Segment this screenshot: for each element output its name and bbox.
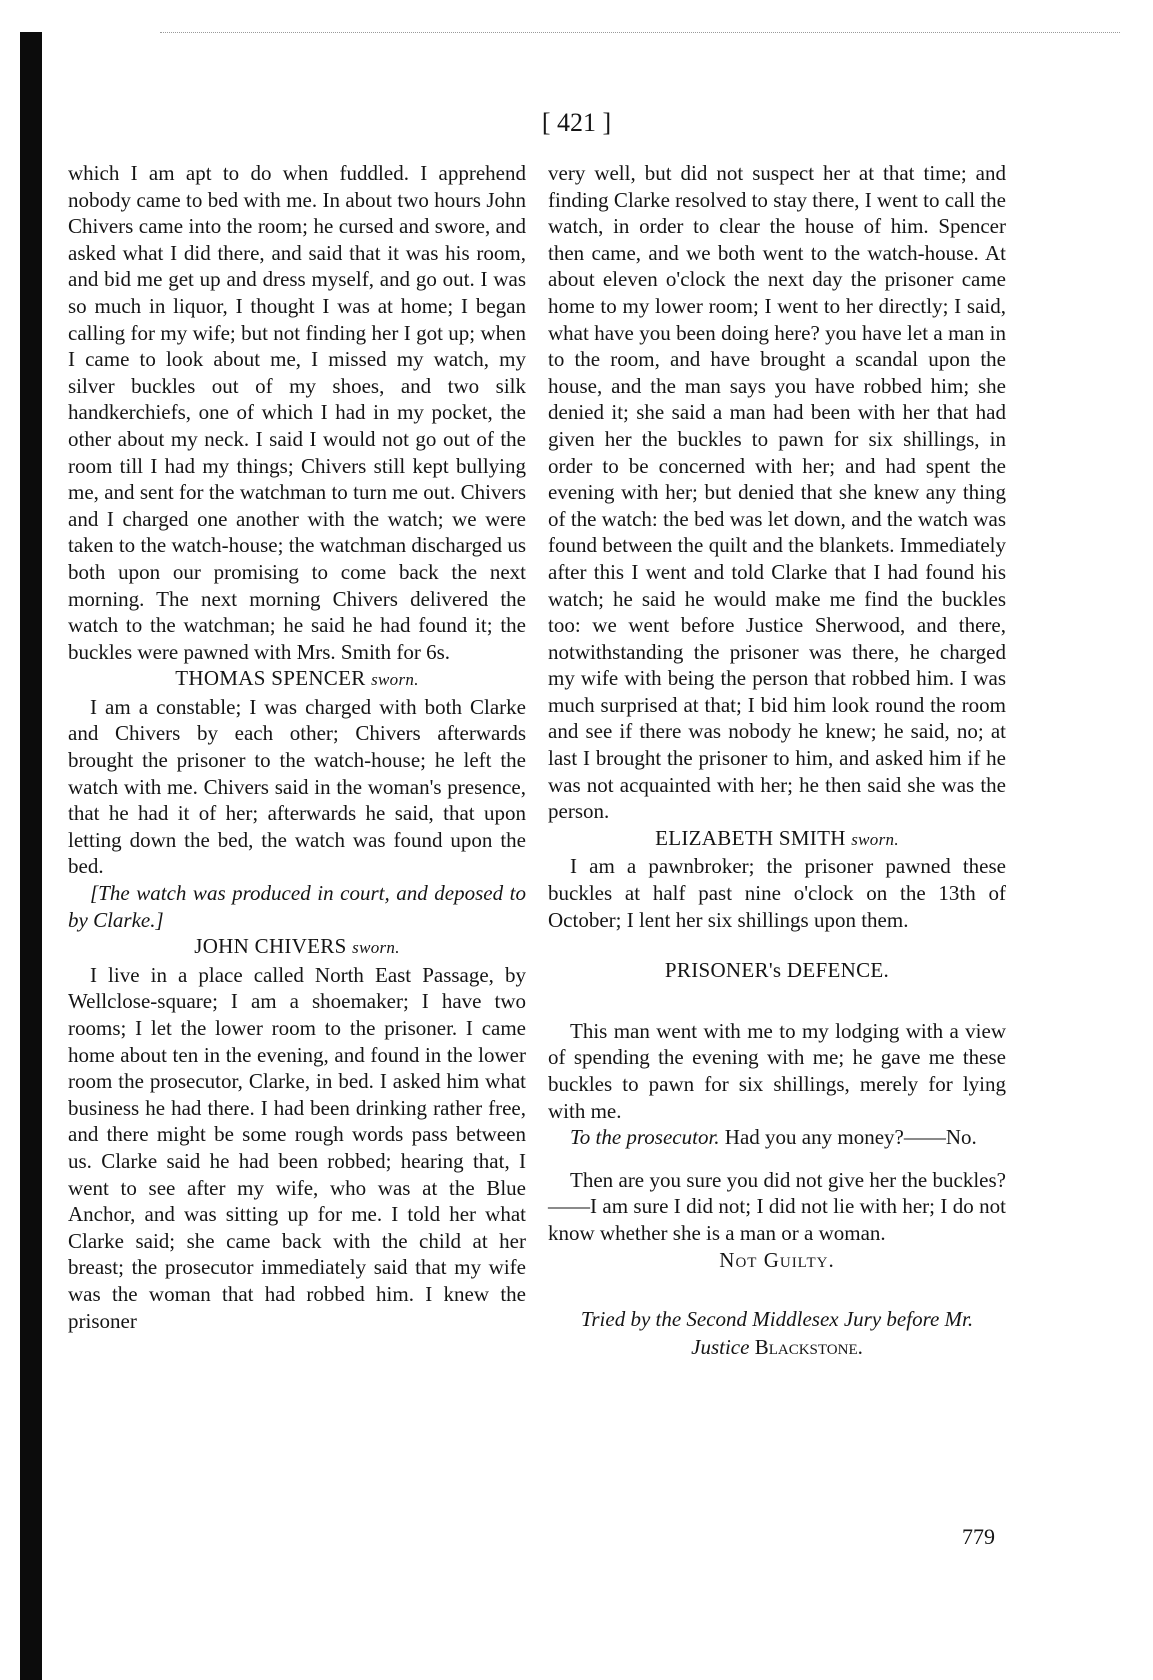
clarke-testimony-continued: which I am apt to do when fuddled. I apprehend nobody came to bed with me. In about two hours John Chivers came into the room; he cursed and swore, and asked what I did there, and said that it was his room, and bid me get up and dress myself, and go out. I was so much in liquor, I thought I was at home; I began calling for my wife; but not finding her I got up; when I came to look about me, I missed my watch, my silver buckles out of my shoes, and two silk handkerchiefs, one of which I had in my pocket, the other about my neck. I said I would not go out of the room till I had my things; Chivers still kept bullying me, and sent for the watchman to turn me out. Chivers and I charged one another with the watch; we were taken to the watch-house; the watchman discharged us both upon our promising to come back the next morning. The next morning Chivers delivered the watch to the watchman; he said he had found it; the buckles were pawned with Mrs. Smith for 6s.: [68, 161, 526, 664]
book-spine-edge: [20, 32, 42, 1680]
spencer-testimony: I am a constable; I was charged with both Clarke and Chivers by each other; Chivers afterwards brought the prisoner to the watch-house; he left the watch with me. Chivers said in the woman's presence, that he had it of her; afterwards he said, that upon letting down the bed, the watch was found upon the bed.: [68, 694, 526, 879]
witness-heading-chivers: [68, 933, 526, 962]
question-follow-up: Then are you sure you did not give her the buckles?——I am sure I did not; I did not lie with her; I do not know whether she is a man or a woman.: [548, 1167, 1006, 1245]
judge-name: Blackstone.: [754, 1335, 863, 1360]
defence-heading: PRISONER's DEFENCE.: [664, 958, 890, 983]
smith-testimony: I am a pawnbroker; the prisoner pawned these buckles at half past nine o'clock on the 13th of October; I lent her six shillings upon them.: [548, 854, 1006, 932]
scan-edge-artifact: [160, 32, 1120, 37]
sworn-label: sworn.: [371, 670, 419, 690]
witness-heading-smith: [548, 825, 1006, 854]
trial-note-line1: Tried by the Second Middlesex Jury before Mr.: [580, 1307, 974, 1332]
question-label: To the prosecutor.: [570, 1125, 720, 1150]
witness-heading-spencer: [68, 665, 526, 694]
trial-note: [548, 1305, 1006, 1361]
defence-statement: This man went with me to my lodging with a view of spending the evening with me; he gave me these buckles to pawn for six shillings, merely for lying with me.: [548, 1018, 1006, 1123]
question-text: Had you any money?——No.: [724, 1125, 977, 1150]
court-note: [The watch was produced in court, and deposed to by Clarke.]: [68, 881, 526, 932]
right-column: [548, 160, 1006, 1361]
witness-name: ELIZABETH SMITH: [655, 825, 846, 850]
chivers-testimony: I live in a place called North East Passage, by Wellclose-square; I am a shoemaker; I have two rooms; I let the lower room to the prisoner. I came home about ten in the evening, and found in the lower room the prosecutor, Clarke, in bed. I asked him what business he had there. I had been drinking rather free, and there might be some rough words pass between us. Clarke said he had been robbed; hearing that, I went to see after my wife, who was at the Blue Anchor, and was sitting up for me. I told her what Clarke said; she came back with the child at her breast; the prosecutor immediately said that my wife was the woman that had robbed him. I knew the prisoner: [68, 962, 526, 1333]
verdict: Not Guilty.: [719, 1247, 835, 1272]
page-number: [ 421 ]: [541, 108, 612, 137]
left-column: [68, 160, 526, 1334]
trial-note-justice: Justice: [691, 1335, 750, 1360]
sworn-label: sworn.: [352, 938, 400, 958]
witness-name: THOMAS SPENCER: [175, 666, 366, 691]
witness-name: JOHN CHIVERS: [194, 934, 347, 959]
sworn-label: sworn.: [851, 829, 899, 849]
chivers-testimony-continued: very well, but did not suspect her at that time; and finding Clarke resolved to stay there, I went to call the watch, in order to clear the house of him. Spencer then came, and we both went to the watch-house. At about eleven o'clock the next day the prisoner came home to my lower room; I went to her directly; I said, what have you been doing here? you have let a man in to the room, and have brought a scandal upon the house, and the man says you have robbed him; she denied it; she said a man had been with her that had given her the buckles to pawn for six shillings, in order to be concerned with her; and had spent the evening with her; but denied that she knew any thing of the watch: the bed was let down, and the watch was found between the quilt and the blankets. Immediately after this I went and told Clarke that I had found his watch; he said he would make me find the buckles too: we went before Justice Sherwood, and there, notwithstanding the prisoner was there, he charged my wife with being the person that robbed him. I was much surprised at that; I bid him look round the room and see if there was nobody he knew; he said, no; at last I brought the prisoner to him, and asked him if he was not acquainted with her; he then said she was the person.: [548, 161, 1006, 824]
signature-mark: 779: [962, 1524, 995, 1549]
question-to-prosecutor: [548, 1124, 1006, 1151]
